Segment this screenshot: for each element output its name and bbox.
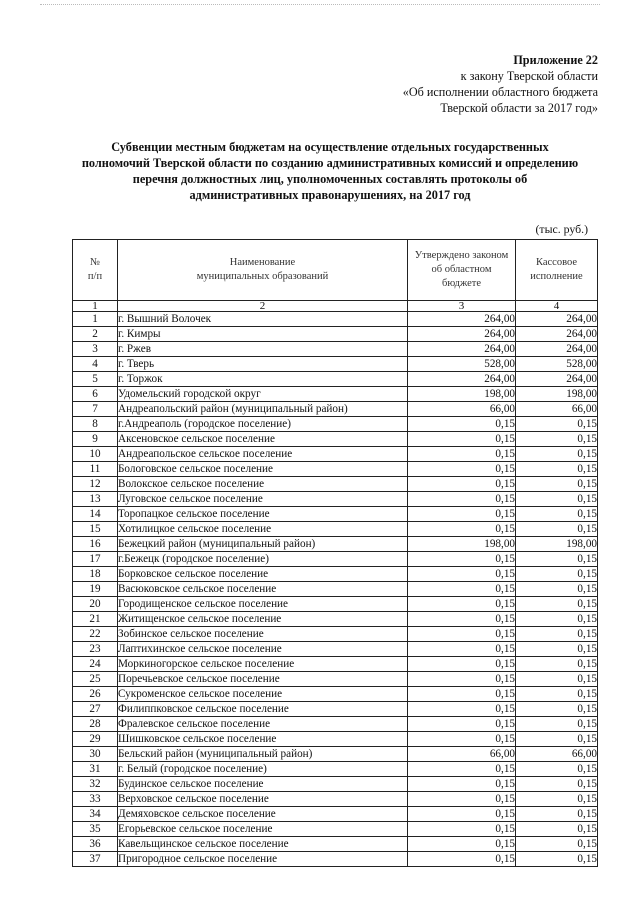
table-row <box>73 327 598 342</box>
executed-amount: 528,00 <box>516 357 598 372</box>
executed-amount: 264,00 <box>516 372 598 387</box>
row-number: 32 <box>73 777 118 792</box>
appendix-line-1: к закону Тверской области <box>460 69 598 83</box>
table-row <box>73 402 598 417</box>
executed-amount: 0,15 <box>516 417 598 432</box>
municipality-name: г.Андреаполь (городское поселение) <box>118 417 408 432</box>
municipality-name: Бежецкий район (муниципальный район) <box>118 537 408 552</box>
municipality-name: Моркиногорское сельское поселение <box>118 657 408 672</box>
table-row <box>73 732 598 747</box>
executed-amount: 0,15 <box>516 837 598 852</box>
executed-amount: 198,00 <box>516 387 598 402</box>
executed-amount: 264,00 <box>516 312 598 327</box>
table-row <box>73 417 598 432</box>
row-number: 35 <box>73 822 118 837</box>
appendix-line-2: «Об исполнении областного бюджета <box>402 85 598 99</box>
row-number: 33 <box>73 792 118 807</box>
municipality-name: Зобинское сельское поселение <box>118 627 408 642</box>
row-number: 37 <box>73 852 118 867</box>
title-line-4: административных правонарушениях, на 2017 год <box>189 188 471 202</box>
municipality-name: Поречьевское сельское поселение <box>118 672 408 687</box>
municipality-name: г. Вышний Волочек <box>118 312 408 327</box>
approved-amount: 0,15 <box>408 807 516 822</box>
approved-amount: 0,15 <box>408 567 516 582</box>
approved-amount: 0,15 <box>408 777 516 792</box>
table-row <box>73 447 598 462</box>
approved-amount: 264,00 <box>408 327 516 342</box>
executed-amount: 0,15 <box>516 717 598 732</box>
table-row <box>73 372 598 387</box>
approved-amount: 0,15 <box>408 732 516 747</box>
table-row <box>73 597 598 612</box>
row-number: 14 <box>73 507 118 522</box>
row-number: 22 <box>73 627 118 642</box>
approved-amount: 0,15 <box>408 522 516 537</box>
approved-amount: 0,15 <box>408 717 516 732</box>
row-number: 27 <box>73 702 118 717</box>
table-body <box>73 301 598 867</box>
municipality-name: Будинское сельское поселение <box>118 777 408 792</box>
scan-top-edge <box>40 4 600 5</box>
table-row <box>73 747 598 762</box>
approved-amount: 0,15 <box>408 477 516 492</box>
municipality-name: Верховское сельское поселение <box>118 792 408 807</box>
approved-amount: 0,15 <box>408 417 516 432</box>
executed-amount: 0,15 <box>516 552 598 567</box>
row-number: 23 <box>73 642 118 657</box>
municipality-name: Удомельский городской округ <box>118 387 408 402</box>
row-number: 18 <box>73 567 118 582</box>
approved-amount: 528,00 <box>408 357 516 372</box>
approved-amount: 0,15 <box>408 642 516 657</box>
row-number: 4 <box>73 357 118 372</box>
row-number: 34 <box>73 807 118 822</box>
municipality-name: г. Тверь <box>118 357 408 372</box>
executed-amount: 0,15 <box>516 762 598 777</box>
executed-amount: 66,00 <box>516 402 598 417</box>
row-number: 8 <box>73 417 118 432</box>
municipality-name: Житищенское сельское поселение <box>118 612 408 627</box>
table-row <box>73 777 598 792</box>
table-row <box>73 852 598 867</box>
executed-amount: 0,15 <box>516 462 598 477</box>
table-row <box>73 672 598 687</box>
approved-amount: 0,15 <box>408 852 516 867</box>
municipality-name: Андреапольское сельское поселение <box>118 447 408 462</box>
table-row <box>73 822 598 837</box>
approved-amount: 0,15 <box>408 597 516 612</box>
executed-amount: 0,15 <box>516 807 598 822</box>
municipality-name: г. Торжок <box>118 372 408 387</box>
table-row <box>73 792 598 807</box>
table-row <box>73 717 598 732</box>
municipality-name: г. Белый (городское поселение) <box>118 762 408 777</box>
municipality-name: Городищенское сельское поселение <box>118 597 408 612</box>
executed-amount: 198,00 <box>516 537 598 552</box>
row-number: 3 <box>73 342 118 357</box>
executed-amount: 0,15 <box>516 672 598 687</box>
row-number: 31 <box>73 762 118 777</box>
municipality-name: Кавельщинское сельское поселение <box>118 837 408 852</box>
approved-amount: 264,00 <box>408 312 516 327</box>
approved-amount: 0,15 <box>408 702 516 717</box>
table-row <box>73 612 598 627</box>
executed-amount: 0,15 <box>516 492 598 507</box>
column-index: 2 <box>118 301 408 312</box>
table-row <box>73 762 598 777</box>
executed-amount: 0,15 <box>516 732 598 747</box>
header-number: № п/п <box>73 240 118 301</box>
row-number: 1 <box>73 312 118 327</box>
executed-amount: 0,15 <box>516 702 598 717</box>
executed-amount: 0,15 <box>516 447 598 462</box>
executed-amount: 264,00 <box>516 327 598 342</box>
appendix-title: Приложение 22 <box>513 53 598 67</box>
approved-amount: 0,15 <box>408 822 516 837</box>
executed-amount: 0,15 <box>516 642 598 657</box>
appendix-line-3: Тверской области за 2017 год» <box>440 101 598 115</box>
title-line-2: полномочий Тверской области по созданию административных комиссий и определению <box>81 156 579 170</box>
executed-amount: 0,15 <box>516 522 598 537</box>
row-number: 2 <box>73 327 118 342</box>
row-number: 24 <box>73 657 118 672</box>
table-row <box>73 837 598 852</box>
table-row <box>73 522 598 537</box>
executed-amount: 0,15 <box>516 567 598 582</box>
municipality-name: Луговское сельское поселение <box>118 492 408 507</box>
municipality-name: Филиппковское сельское поселение <box>118 702 408 717</box>
approved-amount: 0,15 <box>408 792 516 807</box>
column-index: 3 <box>408 301 516 312</box>
document-title <box>60 139 600 203</box>
municipality-name: Лаптихинское сельское поселение <box>118 642 408 657</box>
row-number: 7 <box>73 402 118 417</box>
row-number: 21 <box>73 612 118 627</box>
municipality-name: г. Кимры <box>118 327 408 342</box>
approved-amount: 66,00 <box>408 747 516 762</box>
title-line-1: Субвенции местным бюджетам на осуществление отдельных государственных <box>111 140 549 154</box>
municipality-name: Борковское сельское поселение <box>118 567 408 582</box>
approved-amount: 0,15 <box>408 627 516 642</box>
executed-amount: 0,15 <box>516 477 598 492</box>
row-number: 13 <box>73 492 118 507</box>
municipality-name: Волокское сельское поселение <box>118 477 408 492</box>
header-name: Наименование муниципальных образований <box>118 240 408 301</box>
municipality-name: Шишковское сельское поселение <box>118 732 408 747</box>
municipality-name: Бологовское сельское поселение <box>118 462 408 477</box>
executed-amount: 0,15 <box>516 792 598 807</box>
row-number: 19 <box>73 582 118 597</box>
executed-amount: 0,15 <box>516 597 598 612</box>
title-line-3: перечня должностных лиц, уполномоченных составлять протоколы об <box>132 172 528 186</box>
row-number: 29 <box>73 732 118 747</box>
approved-amount: 0,15 <box>408 432 516 447</box>
municipality-name: г. Ржев <box>118 342 408 357</box>
table-header-row <box>73 240 598 301</box>
table-row <box>73 552 598 567</box>
municipality-name: Хотилицкое сельское поселение <box>118 522 408 537</box>
municipality-name: Аксеновское сельское поселение <box>118 432 408 447</box>
approved-amount: 0,15 <box>408 672 516 687</box>
table-row <box>73 462 598 477</box>
table-row <box>73 537 598 552</box>
table-row <box>73 657 598 672</box>
table-row <box>73 807 598 822</box>
row-number: 25 <box>73 672 118 687</box>
executed-amount: 0,15 <box>516 822 598 837</box>
executed-amount: 0,15 <box>516 687 598 702</box>
approved-amount: 0,15 <box>408 762 516 777</box>
row-number: 9 <box>73 432 118 447</box>
row-number: 11 <box>73 462 118 477</box>
municipality-name: Бельский район (муниципальный район) <box>118 747 408 762</box>
executed-amount: 0,15 <box>516 582 598 597</box>
executed-amount: 0,15 <box>516 627 598 642</box>
subventions-table <box>72 239 598 867</box>
row-number: 15 <box>73 522 118 537</box>
header-approved: Утверждено законом об областном бюджете <box>408 240 516 301</box>
row-number: 26 <box>73 687 118 702</box>
table-row <box>73 567 598 582</box>
executed-amount: 0,15 <box>516 507 598 522</box>
column-index: 4 <box>516 301 598 312</box>
approved-amount: 0,15 <box>408 582 516 597</box>
approved-amount: 198,00 <box>408 387 516 402</box>
approved-amount: 264,00 <box>408 342 516 357</box>
header-executed: Кассовое исполнение <box>516 240 598 301</box>
table-row <box>73 387 598 402</box>
municipality-name: Сукроменское сельское поселение <box>118 687 408 702</box>
row-number: 36 <box>73 837 118 852</box>
approved-amount: 0,15 <box>408 507 516 522</box>
table-row <box>73 507 598 522</box>
municipality-name: Васюковское сельское поселение <box>118 582 408 597</box>
table-row <box>73 312 598 327</box>
row-number: 5 <box>73 372 118 387</box>
table-row <box>73 342 598 357</box>
row-number: 6 <box>73 387 118 402</box>
table-row <box>73 432 598 447</box>
municipality-name: Андреапольский район (муниципальный район) <box>118 402 408 417</box>
table-row <box>73 492 598 507</box>
approved-amount: 0,15 <box>408 462 516 477</box>
column-index-row <box>73 301 598 312</box>
executed-amount: 0,15 <box>516 612 598 627</box>
row-number: 20 <box>73 597 118 612</box>
row-number: 10 <box>73 447 118 462</box>
approved-amount: 0,15 <box>408 447 516 462</box>
approved-amount: 0,15 <box>408 657 516 672</box>
municipality-name: Демяховское сельское поселение <box>118 807 408 822</box>
executed-amount: 0,15 <box>516 777 598 792</box>
table-row <box>73 627 598 642</box>
table-row <box>73 477 598 492</box>
approved-amount: 0,15 <box>408 612 516 627</box>
table-row <box>73 642 598 657</box>
executed-amount: 264,00 <box>516 342 598 357</box>
appendix-header <box>238 52 598 116</box>
table-row <box>73 582 598 597</box>
municipality-name: Фралевское сельское поселение <box>118 717 408 732</box>
approved-amount: 198,00 <box>408 537 516 552</box>
row-number: 16 <box>73 537 118 552</box>
approved-amount: 0,15 <box>408 492 516 507</box>
approved-amount: 264,00 <box>408 372 516 387</box>
municipality-name: Торопацкое сельское поселение <box>118 507 408 522</box>
row-number: 30 <box>73 747 118 762</box>
row-number: 28 <box>73 717 118 732</box>
executed-amount: 0,15 <box>516 852 598 867</box>
approved-amount: 0,15 <box>408 837 516 852</box>
municipality-name: Пригородное сельское поселение <box>118 852 408 867</box>
municipality-name: Егорьевское сельское поселение <box>118 822 408 837</box>
table-row <box>73 702 598 717</box>
approved-amount: 0,15 <box>408 687 516 702</box>
executed-amount: 66,00 <box>516 747 598 762</box>
approved-amount: 66,00 <box>408 402 516 417</box>
approved-amount: 0,15 <box>408 552 516 567</box>
row-number: 17 <box>73 552 118 567</box>
table-row <box>73 687 598 702</box>
executed-amount: 0,15 <box>516 432 598 447</box>
table-row <box>73 357 598 372</box>
units-label: (тыс. руб.) <box>535 222 588 236</box>
column-index: 1 <box>73 301 118 312</box>
row-number: 12 <box>73 477 118 492</box>
municipality-name: г.Бежецк (городское поселение) <box>118 552 408 567</box>
executed-amount: 0,15 <box>516 657 598 672</box>
